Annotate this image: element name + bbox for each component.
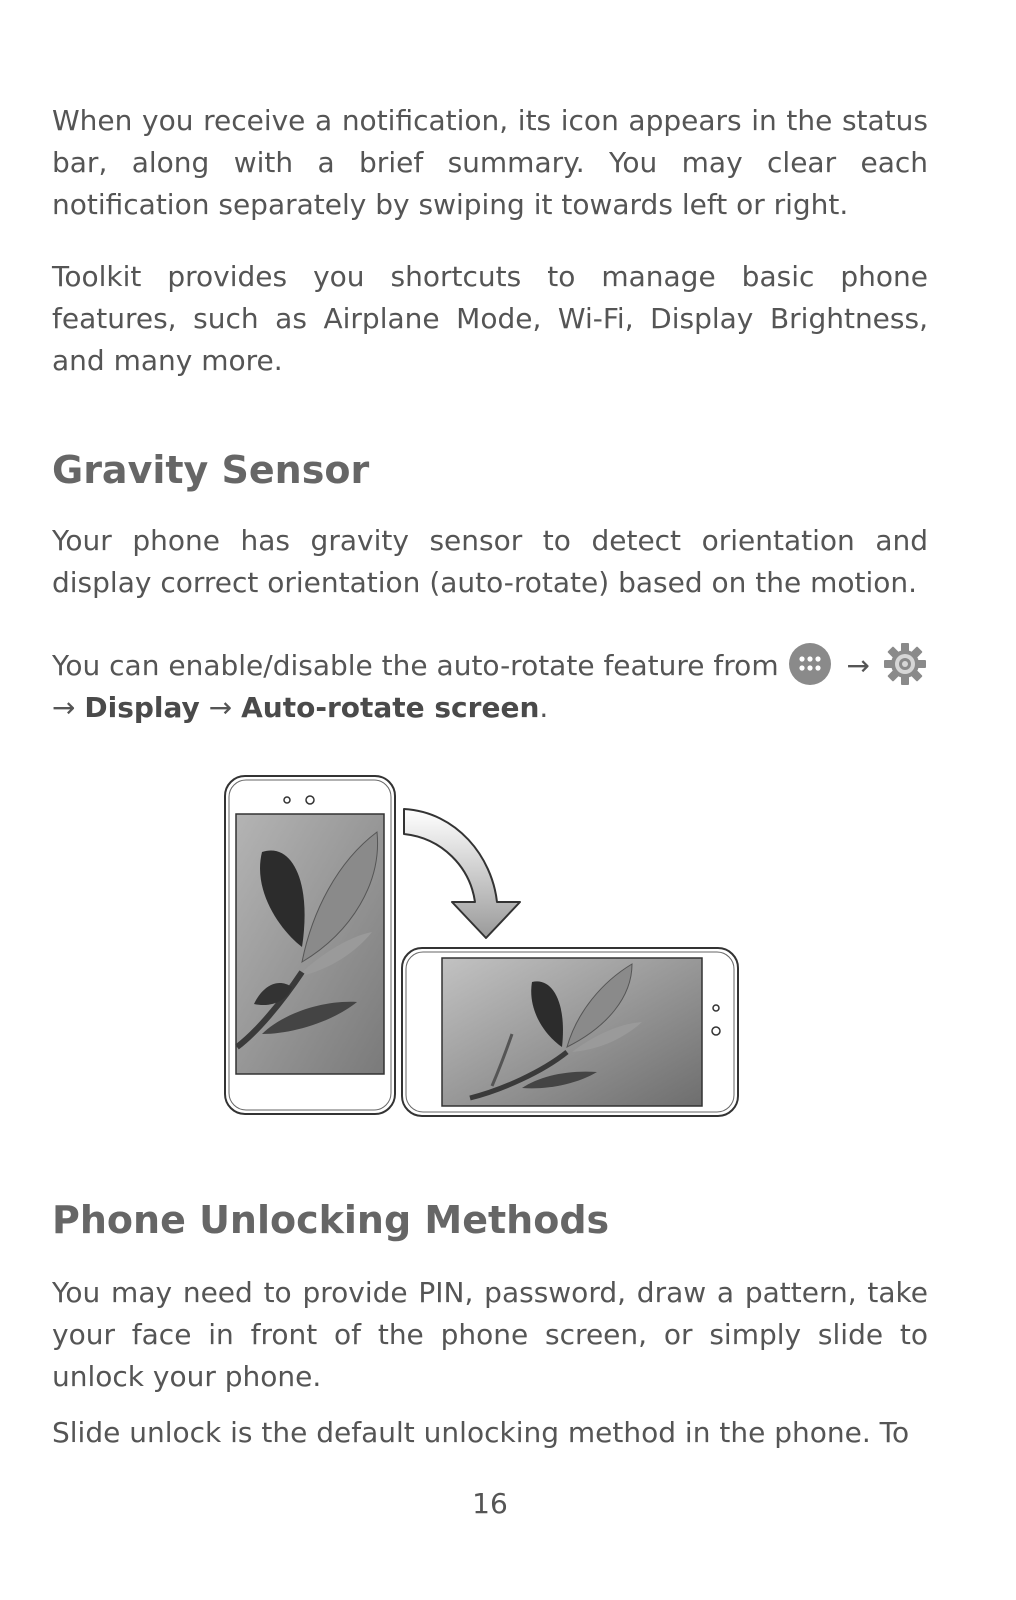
autorotate-label: Auto-rotate screen xyxy=(241,691,540,724)
phone-unlocking-heading: Phone Unlocking Methods xyxy=(52,1198,610,1242)
landscape-phone xyxy=(402,948,738,1116)
toolkit-paragraph: Toolkit provides you shortcuts to manage basic phone features, such as Airplane Mode, Wi-Fi, Display Brightness, and many more. xyxy=(52,260,928,377)
arrow-2: → xyxy=(52,691,76,724)
unlocking-intro-paragraph: You may need to provide PIN, password, draw a pattern, take your face in front of the phone screen, or simply slide to unlock your phone. xyxy=(52,1276,928,1393)
rotate-arrow xyxy=(404,809,520,938)
apps-icon xyxy=(787,643,833,689)
gravity-sensor-heading: Gravity Sensor xyxy=(52,448,370,492)
notification-paragraph: When you receive a notification, its icon appears in the status bar, along with a brief summary. You may clear each notification separately by swiping it towards left or right. xyxy=(52,104,928,221)
instruction-start-text: You can enable/disable the auto-rotate feature from xyxy=(52,649,779,682)
page-number: 16 xyxy=(472,1487,508,1520)
slide-unlock-paragraph: Slide unlock is the default unlocking method in the phone. To xyxy=(52,1416,910,1449)
rotation-illustration xyxy=(222,772,742,1120)
gravity-intro-paragraph: Your phone has gravity sensor to detect orientation and display correct orientation (auto-rotate) based on the motion. xyxy=(52,524,928,599)
period: . xyxy=(539,691,549,724)
autorotate-instruction xyxy=(52,640,928,728)
arrow-1: → xyxy=(846,649,870,682)
portrait-phone xyxy=(225,776,395,1114)
arrow-3: → xyxy=(208,691,233,724)
settings-gear-icon xyxy=(882,643,928,689)
display-label: Display xyxy=(84,691,200,724)
